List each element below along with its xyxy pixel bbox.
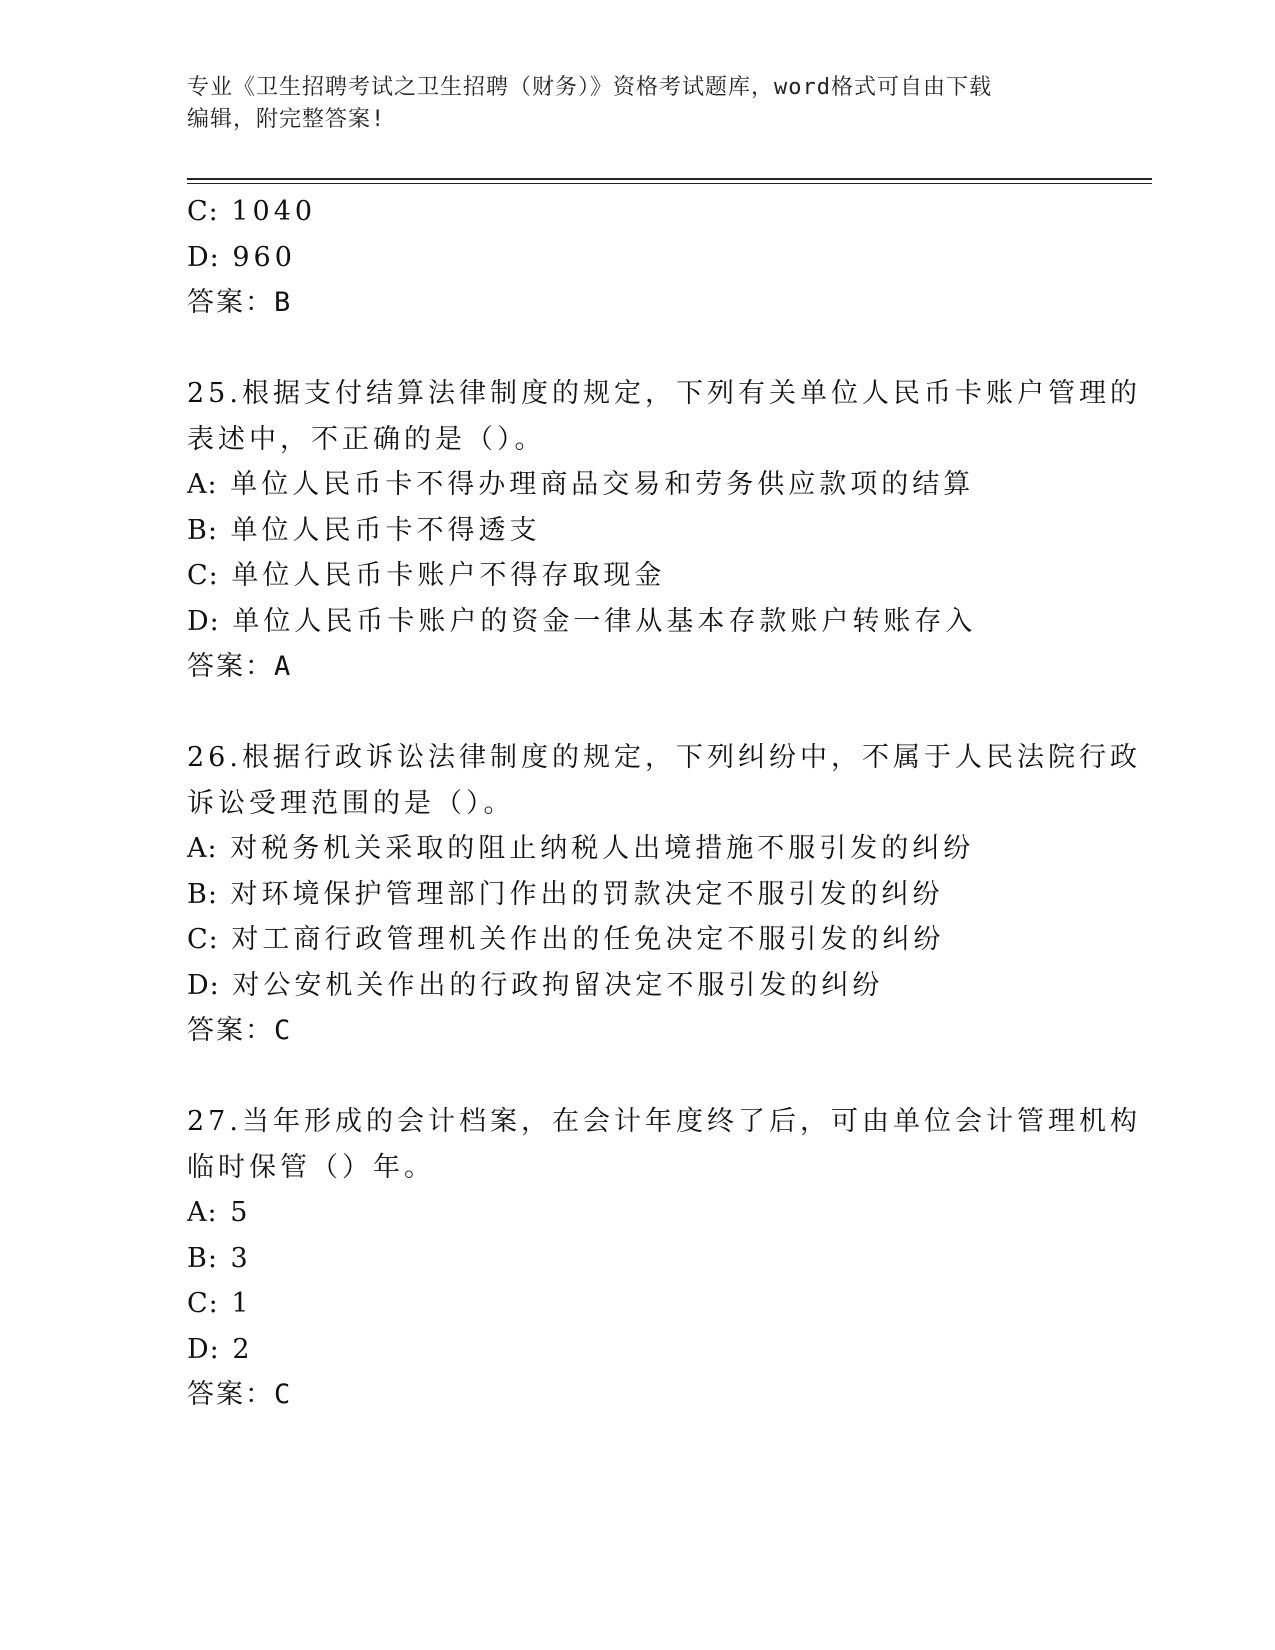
spacer	[187, 1054, 1087, 1100]
option-b: B: 3	[187, 1242, 252, 1274]
question-stem-cont: 临时保管（）年。	[187, 1151, 435, 1183]
option-d: D: 单位人民币卡账户的资金一律从基本存款账户转账存入	[187, 605, 977, 637]
question-stem: 27.当年形成的会计档案，在会计年度终了后，可由单位会计管理机构	[187, 1106, 1141, 1137]
option-d: D: 对公安机关作出的行政拘留决定不服引发的纠纷	[187, 969, 884, 1001]
option-c: C: 对工商行政管理机关作出的任免决定不服引发的纠纷	[187, 924, 945, 955]
header-line-2: 编辑，附完整答案!	[187, 107, 386, 132]
option-a: A: 单位人民币卡不得办理商品交易和劳务供应款项的结算	[187, 469, 975, 500]
question-stem-cont: 诉讼受理范围的是（）。	[187, 787, 515, 819]
answer-line: 答案：A	[187, 651, 293, 682]
option-a: A: 5	[187, 1197, 252, 1228]
prev-question-block	[187, 189, 1087, 326]
question-26	[187, 735, 1141, 1054]
question-27	[187, 1099, 1141, 1418]
question-stem: 25.根据支付结算法律制度的规定，下列有关单位人民币卡账户管理的	[187, 378, 1141, 409]
answer-line: 答案：C	[187, 1015, 293, 1046]
header-divider-thick	[187, 178, 1152, 180]
option-c: C: 1	[187, 1288, 253, 1319]
option-b: B: 单位人民币卡不得透支	[187, 514, 541, 546]
header-divider-thin	[187, 183, 1152, 184]
option-d: D: 960	[187, 241, 296, 273]
answer-line: 答案：C	[187, 1379, 293, 1410]
answer-line: 答案：B	[187, 287, 293, 318]
option-b: B: 对环境保护管理部门作出的罚款决定不服引发的纠纷	[187, 878, 944, 910]
option-c: C: 单位人民币卡账户不得存取现金	[187, 560, 666, 591]
question-stem-cont: 表述中，不正确的是（）。	[187, 423, 546, 455]
header-line-1: 专业《卫生招聘考试之卫生招聘（财务）》资格考试题库，word格式可自由下载	[187, 75, 992, 100]
question-list	[187, 189, 1141, 1418]
question-stem: 26.根据行政诉讼法律制度的规定，下列纠纷中，不属于人民法院行政	[187, 742, 1141, 773]
option-d: D: 2	[187, 1333, 254, 1365]
spacer	[187, 326, 1087, 372]
question-25	[187, 371, 1141, 690]
option-c: C: 1040	[187, 196, 317, 227]
option-a: A: 对税务机关采取的阻止纳税人出境措施不服引发的纠纷	[187, 833, 975, 864]
spacer	[187, 690, 1087, 736]
document-header	[187, 72, 1067, 136]
